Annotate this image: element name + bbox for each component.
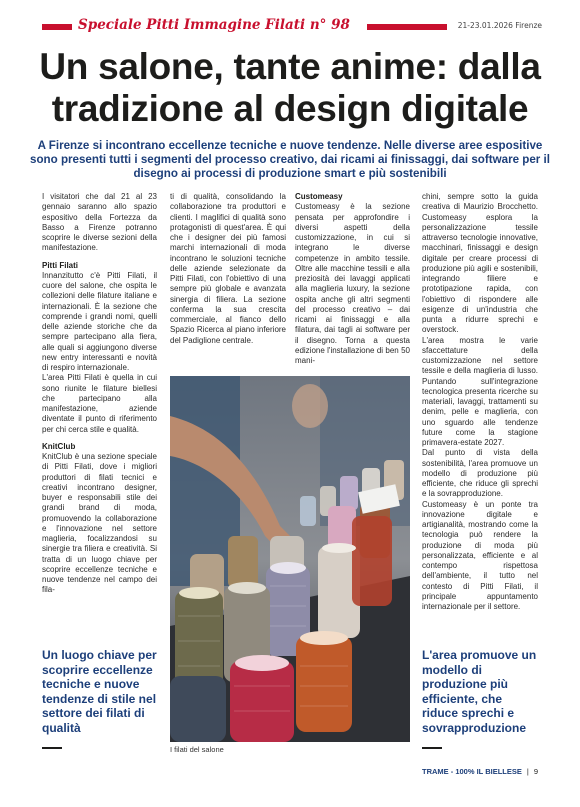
paragraph: ti di qualità, consolidando la collaborazione tra produttori e clienti. I maglifici di qualità sono protagonisti di quest'area. È qui che i designer dei più famosi marchi internazionali di moda incontrano le soluzioni tecniche delle aziende selezionate da Pitti Filati, con l'obiettivo di una sempre più globale e avanzata sinergia di filiera. La sezione conferma la sua crescita commerciale, al fianco dello Spazio Ricerca al piano inferiore del Padiglione centrale. <box>170 192 286 345</box>
magazine-brand: TRAME - 100% IL BIELLESE <box>421 767 522 776</box>
pullquote-left: Un luogo chiave per scoprire eccellenze tecniche e nuove tendenze di stile nel settore dei filati di qualità <box>42 648 157 735</box>
paragraph: chini, sempre sotto la guida creativa di Maurizio Brocchetto. Customeasy esplora la personalizzazione tessile attraverso tecnologie innovative, macchinari, finissaggi e design digitale per creare processi di produzione più agili e sostenibili, integrando filiere e prototipazione rapida, con l'obiettivo di rispondere alle esigenze di un'industria che punta a ridurre sprechi e overstock. <box>422 192 538 335</box>
body-column-2 <box>170 192 286 346</box>
subheading-customeasy: Customeasy <box>295 192 343 201</box>
paragraph: KnitClub è una sezione speciale di Pitti Filati, dove i migliori produttori di filati tecnici e creativi incontrano designer, buyer e responsabili stile dei grandi brand di moda, promuovendo la collaborazione e l'innovazione nel settore maglieria, focalizzandosi su sinergie tra filiera e creatività. Si tratta di un luogo chiave per scoprire eccellenze tecniche e nuove tendenze nel campo dei fila- <box>42 452 157 595</box>
body-column-3 <box>295 192 410 366</box>
section-title: Speciale Pitti Immagine Filati n° 98 <box>78 17 350 33</box>
body-column-4 <box>422 192 538 612</box>
paragraph: Customeasy è un ponte tra innovazione digitale e artigianalità, mostrando come la tecnologia può rendere la produzione di moda più personalizzata, efficiente e al contempo rispettosa dell'ambiente, il tutto nel contesto di Pitti Filati, il principale appuntamento internazionale per il settore. <box>422 499 538 611</box>
article-headline <box>30 46 550 130</box>
header-red-bar-right <box>367 24 447 30</box>
pullquote-rule-left <box>42 747 62 749</box>
pullquote-right: L'area promuove un modello di produzione più efficiente, che riduce sprechi e sovrapproduzione <box>422 648 537 735</box>
subheading-knitclub: KnitClub <box>42 441 76 451</box>
headline-line-1: Un salone, tante anime: dalla <box>39 46 541 87</box>
paragraph: L'area mostra le varie sfaccettature della customizzazione nel settore tessile e della maglieria di lusso. Puntando sull'integrazione tecnologica presenta ricerche su materiali, lavaggi, trattamenti su denim, pelle e maglieria, con uno sguardo alle tendenze future come la stagione primavera-estate 2027. <box>422 335 538 447</box>
section-header <box>42 16 542 38</box>
headline-line-2: tradizione al design digitale <box>51 88 529 129</box>
subheading-pitti-filati: Pitti Filati <box>42 260 78 270</box>
paragraph: Customeasy è la sezione pensata per approfondire i diversi aspetti della customizzazione, in cui si integrano le diverse competenze in ambito tessile. Oltre alle macchine tessili e alla preziosità dei lavaggi applicati alla maglieria luxury, la sezione ospita anche gli altri segmenti del processo creativo – dai ricami ai finissaggi e alla filatura, dai tagli ai software per il disegno. Torna a questa edizione l'installazione di ben 50 mani- <box>295 202 410 365</box>
body-column-1 <box>42 192 157 596</box>
page-footer <box>422 767 538 776</box>
paragraph: Dal punto di vista della sostenibilità, l'area promuove un modello di produzione più efficiente, che riduce gli sprechi e la sovrapproduzione. <box>422 448 538 499</box>
pullquote-rule-right <box>422 747 442 749</box>
event-date: 21-23.01.2026 Firenze <box>457 21 542 30</box>
header-red-bar-left <box>42 24 72 30</box>
yarn-cones-photo <box>170 376 410 742</box>
page-number: 9 <box>533 767 538 776</box>
intro-paragraph: I visitatori che dal 21 al 23 gennaio saranno allo spazio espositivo della Fortezza da Basso a Firenze potranno scoprire le diverse sezioni della manifestazione. <box>42 192 157 253</box>
paragraph: L'area Pitti Filati è quella in cui sono riunite le filature biellesi che partecipano alla manifestazione, aziende diventate il punto di riferimento per chi cerca stile e qualità. <box>42 373 157 434</box>
footer-separator: | <box>526 767 529 776</box>
photo-caption: I filati del salone <box>170 745 224 754</box>
paragraph: Innanzitutto c'è Pitti Filati, il cuore del salone, che ospita le collezioni delle filature italiane e internazionali. È la sezione che comprende i grandi nomi, quelli delle aziende storiche che da sempre partecipano alla fiera, alle quali si aggiungono diverse new entry interessanti e novità di respiro internazionale. <box>42 270 157 372</box>
article-standfirst: A Firenze si incontrano eccellenze tecniche e nuove tendenze. Nelle diverse aree espositive sono presenti tutti i segmenti del processo creativo, dai ricami ai finissaggi, dai software per il disegno ai processi di produzione smart e più sostenibili <box>30 139 550 180</box>
